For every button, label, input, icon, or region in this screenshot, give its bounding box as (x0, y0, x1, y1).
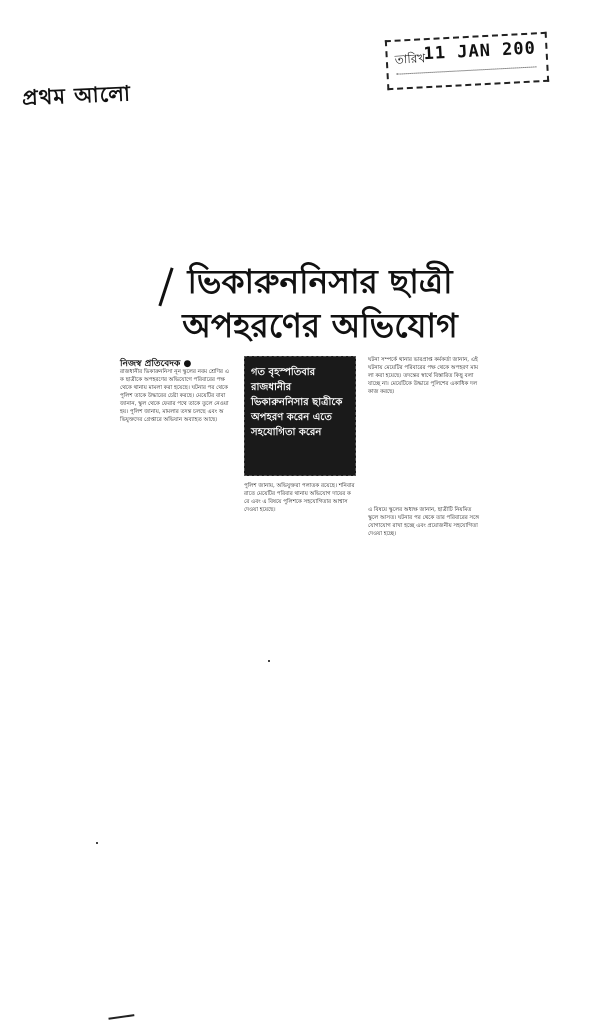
stamp-label: তারিখ (394, 51, 426, 67)
headline-line-2: অপহরণের অভিযোগ (182, 306, 458, 345)
newspaper-clipping (120, 260, 480, 590)
article-pull-quote: গত বৃহস্পতিবার রাজধানীর ভিকারুননিসার ছাত্রীকে অপহরণ করেন এতে সহযোগিতা করেন (244, 356, 356, 476)
stamp-date: 11 JAN 200 (423, 38, 537, 65)
article-column-right-lower: এ বিষয়ে স্কুলের অধ্যক্ষ জানান, ছাত্রীটি নিয়মিত স্কুলে আসত। ঘটনার পর থেকে তার পরিবারের সঙ্গে যোগাযোগ রাখা হচ্ছে এবং প্রয়োজনীয় সহযোগিতা দেওয়া হচ্ছে। (368, 507, 480, 537)
article-headline (170, 260, 470, 348)
article-column-left: রাজধানীর ভিকারুননিসা নূন স্কুলের নবম শ্রেণির এক ছাত্রীকে অপহরণের অভিযোগে পরিবারের পক্ষ থেকে থানায় মামলা করা হয়েছে। ঘটনার পর থেকে পুলিশ তাকে উদ্ধারের চেষ্টা করছে। মেয়েটির বাবা জানান, স্কুল থেকে ফেরার পথে তাকে তুলে নেওয়া হয়। পুলিশ জানায়, মামলার তদন্ত চলছে এবং অভিযুক্তদের গ্রেপ্তারে অভিযান অব্যাহত আছে। (120, 369, 229, 423)
article-column-middle: পুলিশ জানায়, অভিযুক্তরা পলাতক রয়েছে। শনিবার রাতে মেয়েটির পরিবার থানায় অভিযোগ দায়ের করে এবং এ বিষয়ে পুলিশকে সহযোগিতার আশ্বাস দেওয়া হয়েছে। (244, 483, 355, 513)
headline-line-1: ভিকারুননিসার ছাত্রী (187, 262, 453, 301)
article-byline: নিজস্ব প্রতিবেদক ● (120, 359, 192, 369)
date-stamp (385, 32, 549, 90)
article-column-right: ঘটনা সম্পর্কে থানার ভারপ্রাপ্ত কর্মকর্তা জানান, এই ঘটনায় মেয়েটির পরিবারের পক্ষ থেকে অপহরণ মামলা করা হয়েছে। তদন্তের স্বার্থে বিস্তারিত কিছু বলা যাচ্ছে না। মেয়েটিকে উদ্ধারে পুলিশের একাধিক দল কাজ করছে। (368, 357, 479, 395)
scan-speck (268, 660, 270, 662)
scan-mark (108, 1008, 135, 1020)
newspaper-masthead: প্রথম আলো (21, 80, 132, 111)
scan-speck (96, 842, 98, 844)
